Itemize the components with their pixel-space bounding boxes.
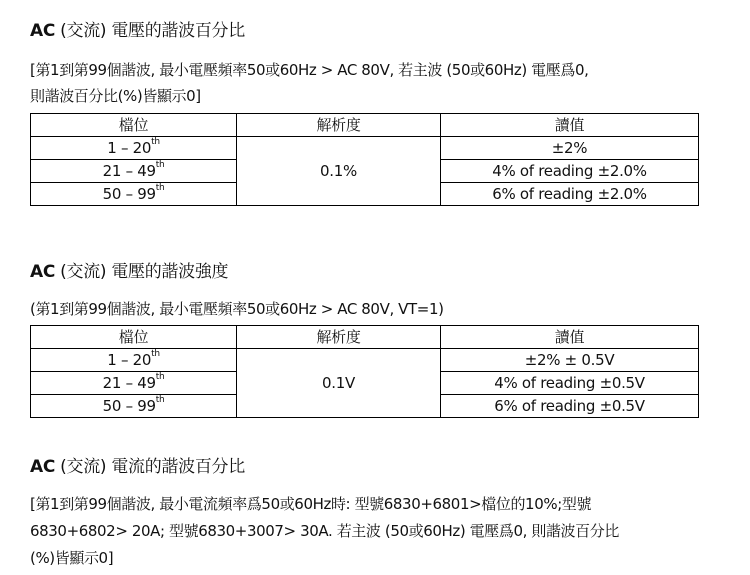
range-cell: 21 – 49th	[31, 160, 237, 183]
range-cell: 50 – 99th	[31, 183, 237, 206]
header-reading: 讀值	[441, 326, 699, 349]
range-cell: 1 – 20th	[31, 349, 237, 372]
header-range: 檔位	[31, 326, 237, 349]
section2-table	[30, 325, 699, 418]
header-resolution: 解析度	[237, 114, 441, 137]
section1-note-line2: 則諧波百分比(%)皆顯示0]	[30, 87, 201, 105]
table-header-row	[31, 326, 699, 349]
section1-title: AC (交流) 電壓的諧波百分比	[30, 21, 245, 41]
section1-note-line1: [第1到第99個諧波, 最小電壓頻率50或60Hz > AC 80V, 若主波 (50或60Hz) 電壓爲0,	[30, 61, 589, 79]
reading-cell: 6% of reading ±2.0%	[441, 183, 699, 206]
resolution-cell: 0.1V	[237, 349, 441, 418]
table-header-row	[31, 114, 699, 137]
reading-cell: 4% of reading ±0.5V	[441, 372, 699, 395]
table-row	[31, 349, 699, 372]
section1-table	[30, 113, 699, 206]
header-resolution: 解析度	[237, 326, 441, 349]
section3-title: AC (交流) 電流的諧波百分比	[30, 457, 245, 477]
reading-cell: 4% of reading ±2.0%	[441, 160, 699, 183]
table-row	[31, 137, 699, 160]
range-cell: 50 – 99th	[31, 395, 237, 418]
range-cell: 1 – 20th	[31, 137, 237, 160]
resolution-cell: 0.1%	[237, 137, 441, 206]
reading-cell: ±2%	[441, 137, 699, 160]
section2-title: AC (交流) 電壓的諧波強度	[30, 262, 229, 282]
section3-note-line3: (%)皆顯示0]	[30, 549, 114, 567]
reading-cell: 6% of reading ±0.5V	[441, 395, 699, 418]
section3-note-line1: [第1到第99個諧波, 最小電流頻率爲50或60Hz時: 型號6830+6801>檔位的10%;型號	[30, 495, 592, 513]
section3-note-line2: 6830+6802> 20A; 型號6830+3007> 30A. 若主波 (50或60Hz) 電壓爲0, 則諧波百分比	[30, 522, 619, 540]
section2-note-line1: (第1到第99個諧波, 最小電壓頻率50或60Hz > AC 80V, VT=1)	[30, 300, 444, 318]
range-cell: 21 – 49th	[31, 372, 237, 395]
header-range: 檔位	[31, 114, 237, 137]
header-reading: 讀值	[441, 114, 699, 137]
reading-cell: ±2% ± 0.5V	[441, 349, 699, 372]
